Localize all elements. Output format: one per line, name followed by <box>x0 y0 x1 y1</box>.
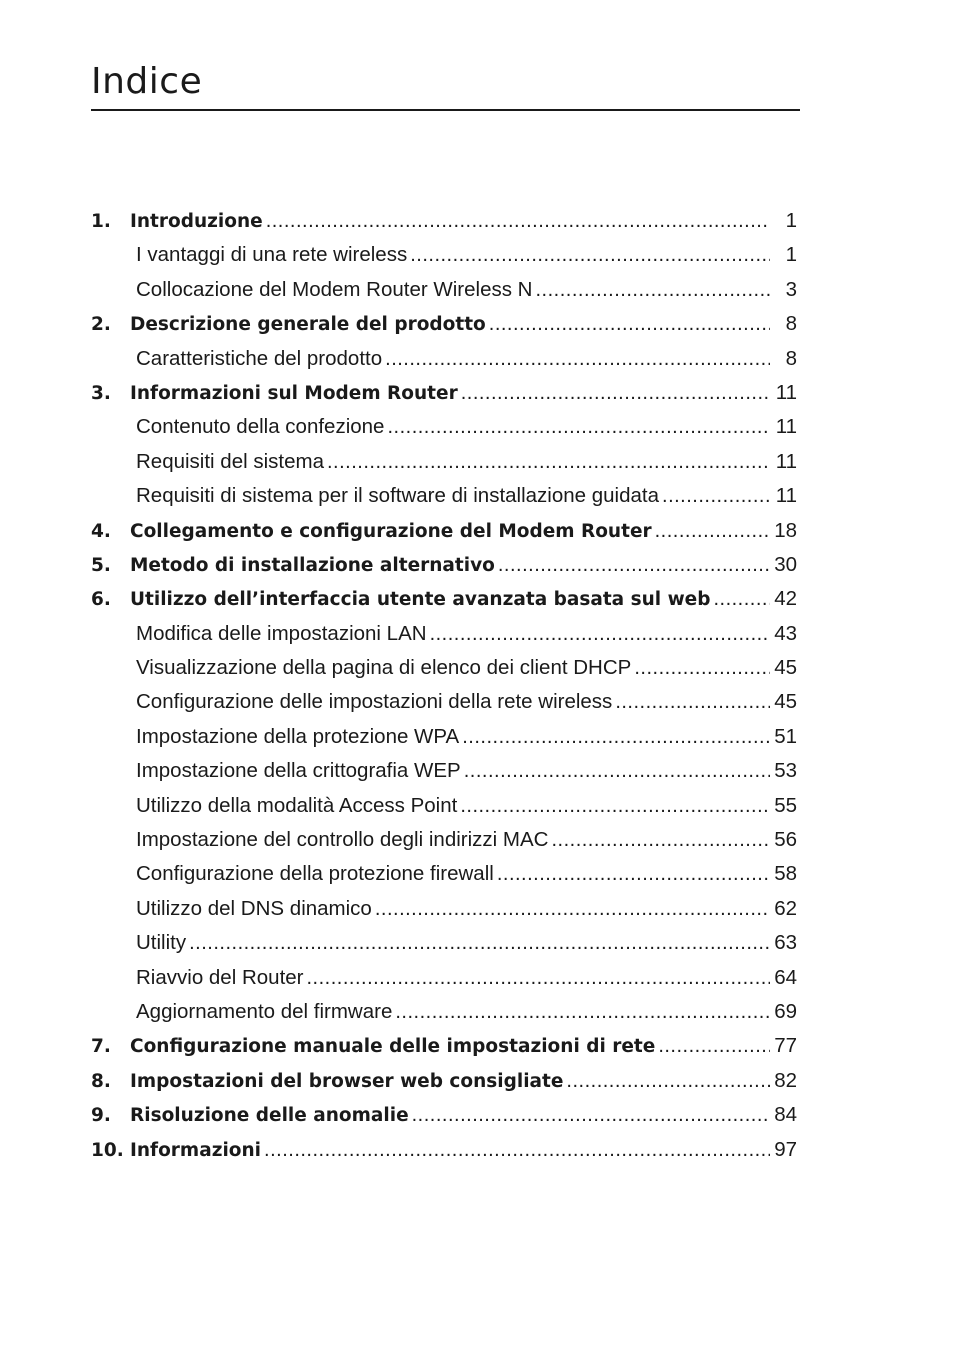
toc-page-number: 8 <box>785 312 797 336</box>
toc-section-entry[interactable] <box>91 479 797 513</box>
toc-section-entry[interactable] <box>91 273 797 307</box>
toc-section-entry[interactable] <box>91 961 797 995</box>
toc-page-number: 63 <box>774 931 797 955</box>
toc-chapter-number: 2. <box>91 314 111 336</box>
dot-leader <box>615 685 770 719</box>
toc-section-entry[interactable] <box>91 342 797 376</box>
toc-entry-label: Contenuto della confezione <box>136 415 385 439</box>
toc-page-number: 11 <box>775 380 797 404</box>
toc-chapter-entry[interactable] <box>91 376 797 410</box>
dot-leader <box>536 273 771 307</box>
dot-leader <box>655 514 770 548</box>
toc-entry-label: Modifica delle impostazioni LAN <box>136 621 427 645</box>
toc-page-number: 11 <box>775 449 797 473</box>
toc-entry-label: Impostazioni del browser web consigliate <box>130 1070 564 1092</box>
toc-entry-label: Informazioni <box>130 1139 262 1161</box>
toc-chapter-entry[interactable] <box>91 582 797 616</box>
toc-page-number: 45 <box>774 690 797 714</box>
dot-leader <box>264 1133 770 1167</box>
toc-page-number: 3 <box>785 277 797 301</box>
toc-chapter-number: 8. <box>91 1070 111 1092</box>
toc-chapter-entry[interactable] <box>91 548 797 582</box>
toc-page-number: 8 <box>785 346 797 370</box>
dot-leader <box>551 823 770 857</box>
toc-section-entry[interactable] <box>91 410 797 444</box>
toc-section-entry[interactable] <box>91 651 797 685</box>
toc-chapter-entry[interactable] <box>91 307 797 341</box>
toc-entry-label: Collocazione del Modem Router Wireless N <box>136 277 533 301</box>
toc-entry-label: Impostazione del controllo degli indirizzi MAC <box>136 828 549 852</box>
toc-entry-label: Aggiornamento del firmware <box>136 999 393 1023</box>
dot-leader <box>658 1029 770 1063</box>
toc-page-number: 55 <box>774 793 797 817</box>
toc-entry-label: Utilizzo del DNS dinamico <box>136 896 372 920</box>
dot-leader <box>266 204 770 238</box>
toc-section-entry[interactable] <box>91 445 797 479</box>
toc-entry-label: Riavvio del Router <box>136 965 304 989</box>
toc-page-number: 53 <box>774 759 797 783</box>
toc-chapter-number: 9. <box>91 1105 111 1127</box>
toc-section-entry[interactable] <box>91 857 797 891</box>
toc-chapter-number: 1. <box>91 211 111 232</box>
toc-chapter-number: 10. <box>91 1139 124 1161</box>
toc-entry-label: Impostazione della crittografia WEP <box>136 759 461 783</box>
toc-page-number: 11 <box>775 484 797 508</box>
toc-chapter-number: 5. <box>91 554 111 576</box>
table-of-contents <box>91 204 797 1167</box>
dot-leader <box>464 754 770 788</box>
toc-entry-label: Caratteristiche del prodotto <box>136 346 383 370</box>
toc-chapter-entry[interactable] <box>91 1064 797 1098</box>
toc-page-number: 42 <box>774 587 797 611</box>
toc-entry-label: Introduzione <box>130 211 263 232</box>
toc-entry-label: Utility <box>136 931 187 955</box>
dot-leader <box>412 1098 770 1132</box>
toc-page-number: 64 <box>774 965 797 989</box>
dot-leader <box>497 857 770 891</box>
toc-entry-label: Visualizzazione della pagina di elenco dei client DHCP <box>136 656 632 680</box>
toc-page-number: 1 <box>785 209 797 232</box>
toc-entry-label: Impostazione della protezione WPA <box>136 724 460 748</box>
toc-page-number: 58 <box>774 862 797 886</box>
toc-page-number: 18 <box>774 518 797 542</box>
toc-section-entry[interactable] <box>91 617 797 651</box>
toc-page-number: 82 <box>774 1068 797 1092</box>
toc-entry-label: Configurazione della protezione firewall <box>136 862 494 886</box>
dot-leader <box>713 582 770 616</box>
toc-entry-label: I vantaggi di una rete wireless <box>136 243 408 267</box>
toc-entry-label: Risoluzione delle anomalie <box>130 1105 409 1127</box>
page-title: Indice <box>91 61 203 102</box>
toc-section-entry[interactable] <box>91 823 797 857</box>
toc-entry-label: Collegamento e configurazione del Modem Router <box>130 520 652 542</box>
dot-leader <box>387 410 770 444</box>
toc-page-number: 1 <box>785 243 797 267</box>
toc-section-entry[interactable] <box>91 238 797 272</box>
toc-entry-label: Informazioni sul Modem Router <box>130 382 458 404</box>
toc-page-number: 51 <box>774 724 797 748</box>
toc-section-entry[interactable] <box>91 685 797 719</box>
dot-leader <box>385 342 770 376</box>
toc-page-number: 45 <box>774 656 797 680</box>
toc-page-number: 43 <box>774 621 797 645</box>
toc-chapter-entry[interactable] <box>91 1029 797 1063</box>
dot-leader <box>662 479 770 513</box>
dot-leader <box>395 995 770 1029</box>
toc-entry-label: Descrizione generale del prodotto <box>130 314 486 336</box>
toc-section-entry[interactable] <box>91 926 797 960</box>
dot-leader <box>498 548 770 582</box>
toc-entry-label: Metodo di installazione alternativo <box>130 554 495 576</box>
dot-leader <box>566 1064 770 1098</box>
toc-page-number: 97 <box>774 1137 797 1161</box>
dot-leader <box>307 961 771 995</box>
toc-chapter-number: 4. <box>91 520 111 542</box>
toc-chapter-entry[interactable] <box>91 514 797 548</box>
toc-chapter-number: 6. <box>91 589 111 611</box>
dot-leader <box>410 238 770 272</box>
toc-entry-label: Utilizzo della modalità Access Point <box>136 793 458 817</box>
toc-entry-label: Requisiti del sistema <box>136 449 324 473</box>
toc-entry-label: Configurazione delle impostazioni della rete wireless <box>136 690 613 714</box>
title-divider <box>91 109 800 111</box>
toc-page-number: 56 <box>774 828 797 852</box>
toc-chapter-number: 7. <box>91 1036 111 1058</box>
toc-page-number: 11 <box>775 415 797 439</box>
toc-section-entry[interactable] <box>91 892 797 926</box>
toc-section-entry[interactable] <box>91 754 797 788</box>
toc-chapter-number: 3. <box>91 382 111 404</box>
dot-leader <box>460 789 770 823</box>
dot-leader <box>634 651 770 685</box>
dot-leader <box>461 376 770 410</box>
toc-chapter-entry[interactable] <box>91 1133 797 1167</box>
dot-leader <box>189 926 770 960</box>
dot-leader <box>375 892 770 926</box>
dot-leader <box>462 720 770 754</box>
toc-page-number: 84 <box>774 1103 797 1127</box>
toc-chapter-entry[interactable] <box>91 1098 797 1132</box>
toc-entry-label: Requisiti di sistema per il software di installazione guidata <box>136 484 660 508</box>
toc-section-entry[interactable] <box>91 789 797 823</box>
dot-leader <box>327 445 770 479</box>
toc-page-number: 69 <box>774 999 797 1023</box>
toc-page-number: 30 <box>774 552 797 576</box>
dot-leader <box>430 617 770 651</box>
toc-page-number: 77 <box>774 1034 797 1058</box>
dot-leader <box>489 307 770 341</box>
toc-chapter-entry[interactable] <box>91 204 797 238</box>
toc-page-number: 62 <box>774 896 797 920</box>
toc-section-entry[interactable] <box>91 995 797 1029</box>
toc-entry-label: Utilizzo dell’interfaccia utente avanzata basata sul web <box>130 589 711 611</box>
toc-section-entry[interactable] <box>91 720 797 754</box>
toc-entry-label: Configurazione manuale delle impostazioni di rete <box>130 1036 656 1058</box>
